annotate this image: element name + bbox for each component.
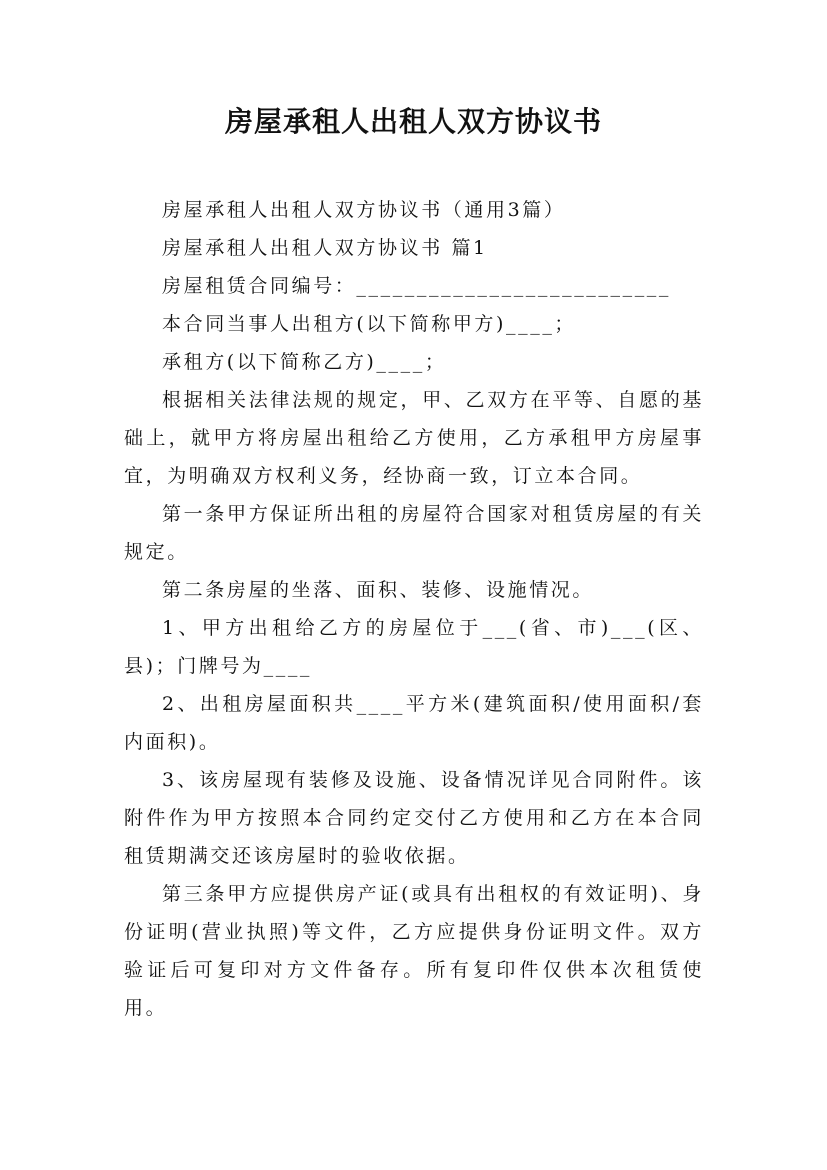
paragraph-lessee: 承租方(以下简称乙方)____； [162,351,447,373]
document-title: 房屋承租人出租人双方协议书 [224,105,602,138]
paragraph-article-2-item-2: 2、出租房屋面积共____平方米(建筑面积/使用面积/套内面积)。 [124,693,704,753]
paragraph-article-3: 第三条甲方应提供房产证(或具有出租权的有效证明)、身份证明(营业执照)等文件，乙方应提供身份证明文件。双方验证后可复印对方文件备存。所有复印件仅供本次租赁使用。 [124,883,704,1019]
paragraph-contract-number: 房屋租赁合同编号：__________________________ [162,275,672,297]
paragraph-article-1: 第一条甲方保证所出租的房屋符合国家对租赁房屋的有关规定。 [124,503,704,563]
paragraph-subtitle: 房屋承租人出租人双方协议书（通用3篇） [162,199,566,221]
paragraph-article-2-item-3: 3、该房屋现有装修及设施、设备情况详见合同附件。该附件作为甲方按照本合同约定交付乙方使用和乙方在本合同租赁期满交还该房屋时的验收依据。 [124,769,704,867]
paragraph-preamble: 根据相关法律法规的规定，甲、乙双方在平等、自愿的基础上，就甲方将房屋出租给乙方使用，乙方承租甲方房屋事宜，为明确双方权利义务，经协商一致，订立本合同。 [124,389,704,487]
paragraph-lessor: 本合同当事人出租方(以下简称甲方)____； [162,313,577,335]
paragraph-section-heading: 房屋承租人出租人双方协议书 篇1 [162,237,488,259]
paragraph-article-2: 第二条房屋的坐落、面积、装修、设施情况。 [162,579,595,601]
paragraph-article-2-item-1: 1、甲方出租给乙方的房屋位于___(省、市)___(区、县)；门牌号为____ [124,617,704,677]
document-body [124,191,704,1027]
